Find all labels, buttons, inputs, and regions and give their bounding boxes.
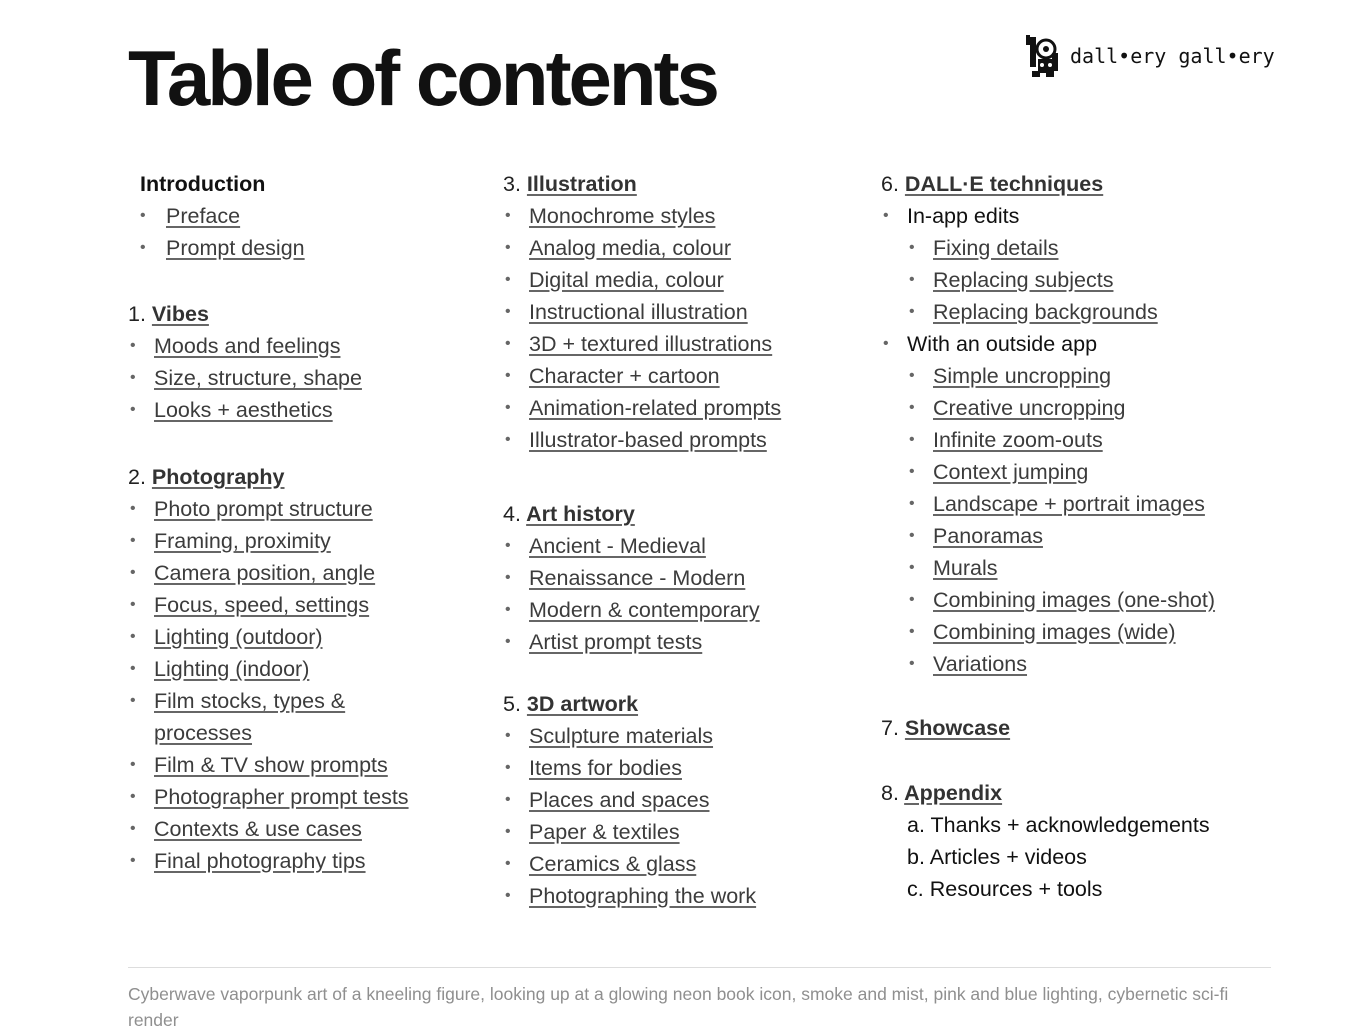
section-vibes	[128, 298, 488, 426]
toc-link[interactable]: Film & TV show prompts	[154, 753, 388, 777]
section-heading	[503, 168, 863, 200]
list-item	[881, 456, 1321, 488]
appendix-item: Articles + videos	[929, 845, 1087, 869]
list-item	[503, 784, 863, 816]
toc-link[interactable]: Creative uncropping	[933, 396, 1126, 420]
list-marker: b.	[907, 845, 925, 869]
list-item	[881, 296, 1321, 328]
toc-link[interactable]: Variations	[933, 652, 1028, 676]
list-item	[503, 880, 863, 912]
section-heading	[503, 498, 863, 530]
list-item	[881, 809, 1321, 841]
section-number: 4.	[503, 502, 521, 526]
list-item	[503, 562, 863, 594]
list-item	[128, 589, 488, 621]
section-heading	[881, 712, 1321, 744]
list-item	[503, 328, 863, 360]
section-heading	[881, 168, 1321, 200]
list-item	[503, 296, 863, 328]
toc-link[interactable]: Art history	[526, 502, 635, 526]
list-item	[128, 653, 488, 685]
toc-link[interactable]: Instructional illustration	[529, 300, 748, 324]
image-caption: Cyberwave vaporpunk art of a kneeling figure, looking up at a glowing neon book icon, smoke and mist, pink and blue lighting, cybernetic sci-fi render	[128, 984, 1229, 1030]
list-item	[503, 752, 863, 784]
toc-link[interactable]: Focus, speed, settings	[154, 593, 370, 617]
list-item	[503, 392, 863, 424]
list-item	[128, 813, 488, 845]
toc-link[interactable]: Illustration	[526, 172, 637, 196]
toc-link[interactable]: Fixing details	[933, 236, 1059, 260]
toc-link[interactable]: Illustrator-based prompts	[529, 428, 767, 452]
list-marker: a.	[907, 813, 925, 837]
list-item	[881, 392, 1321, 424]
toc-link[interactable]: Replacing subjects	[933, 268, 1114, 292]
section-heading	[128, 461, 488, 493]
list-item	[503, 264, 863, 296]
toc-link[interactable]: Simple uncropping	[933, 364, 1112, 388]
list-item	[128, 362, 488, 394]
toc-column-2	[503, 168, 863, 912]
list-item	[503, 424, 863, 456]
toc-column-1	[128, 168, 488, 877]
section-art-history	[503, 498, 863, 658]
toc-link[interactable]: 3D artwork	[526, 692, 639, 716]
toc-link[interactable]: Replacing backgrounds	[933, 300, 1158, 324]
toc-link[interactable]: Photography	[151, 465, 285, 489]
section-heading	[128, 298, 488, 330]
section-photography	[128, 461, 488, 877]
list-item	[128, 493, 488, 525]
toc-link[interactable]: Ceramics & glass	[529, 852, 697, 876]
list-item	[128, 394, 488, 426]
section-number: 1.	[128, 302, 146, 326]
list-item	[503, 848, 863, 880]
list-item	[881, 841, 1321, 873]
toc-link[interactable]: Photographer prompt tests	[154, 785, 409, 809]
toc-column-3	[881, 168, 1321, 905]
list-item	[128, 525, 488, 557]
list-marker: c.	[907, 877, 924, 901]
section-number: 7.	[881, 716, 899, 740]
list-item	[128, 232, 488, 264]
toc-link[interactable]: Analog media, colour	[529, 236, 731, 260]
toc-link[interactable]: Places and spaces	[529, 788, 710, 812]
list-item	[503, 360, 863, 392]
page-title: Table of contents	[128, 34, 717, 122]
toc-link[interactable]: Vibes	[151, 302, 209, 326]
toc-link[interactable]: Photographing the work	[529, 884, 757, 908]
toc-link[interactable]: Appendix	[904, 781, 1003, 805]
list-item	[881, 232, 1321, 264]
list-item	[881, 360, 1321, 392]
toc-link[interactable]: Size, structure, shape	[154, 366, 362, 390]
toc-link[interactable]: Lighting (indoor)	[154, 657, 310, 681]
list-item	[128, 330, 488, 362]
section-heading	[881, 777, 1321, 809]
logo-text: dall•ery gall•ery	[1070, 44, 1275, 68]
toc-link[interactable]: Contexts & use cases	[154, 817, 362, 841]
toc-link[interactable]: Paper & textiles	[529, 820, 680, 844]
toc-link[interactable]: Ancient - Medieval	[529, 534, 706, 558]
toc-link[interactable]: Prompt design	[166, 236, 305, 260]
list-item	[503, 530, 863, 562]
section-number: 2.	[128, 465, 146, 489]
list-item	[881, 648, 1321, 680]
toc-link[interactable]: Landscape + portrait images	[933, 492, 1205, 516]
toc-link[interactable]: Combining images (one-shot)	[933, 588, 1216, 612]
list-item	[128, 845, 488, 877]
list-item	[881, 488, 1321, 520]
list-item	[128, 685, 374, 749]
appendix-item: Resources + tools	[929, 877, 1103, 901]
toc-link[interactable]: Lighting (outdoor)	[154, 625, 323, 649]
section-number: 5.	[503, 692, 521, 716]
logo[interactable]	[1022, 33, 1275, 79]
toc-link[interactable]: Character + cartoon	[529, 364, 720, 388]
list-item	[881, 264, 1321, 296]
subsection-label: With an outside app	[907, 332, 1098, 356]
toc-link[interactable]: Sculpture materials	[529, 724, 714, 748]
section-number: 8.	[881, 781, 899, 805]
list-item	[503, 626, 863, 658]
toc-link[interactable]: Context jumping	[933, 460, 1089, 484]
section-dalle-techniques	[881, 168, 1321, 680]
list-item	[881, 552, 1321, 584]
toc-link[interactable]: Modern & contemporary	[529, 598, 760, 622]
subsection-label: In-app edits	[907, 204, 1020, 228]
list-item	[881, 616, 1321, 648]
list-item	[503, 200, 863, 232]
list-item	[503, 594, 863, 626]
section-introduction	[128, 168, 488, 264]
toc-link[interactable]: Murals	[933, 556, 998, 580]
toc-link[interactable]: Items for bodies	[529, 756, 682, 780]
list-item	[881, 200, 1321, 232]
toc-link[interactable]: Looks + aesthetics	[154, 398, 333, 422]
toc-link[interactable]: Moods and feelings	[154, 334, 341, 358]
appendix-item: Thanks + acknowledgements	[930, 813, 1210, 837]
section-number: 3.	[503, 172, 521, 196]
list-item	[128, 200, 488, 232]
section-showcase	[881, 712, 1321, 744]
toc-link[interactable]: Showcase	[904, 716, 1011, 740]
list-item	[881, 584, 1321, 616]
toc-link[interactable]: 3D + textured illustrations	[529, 332, 773, 356]
toc-link[interactable]: Renaissance - Modern	[529, 566, 746, 590]
section-heading: Introduction	[140, 172, 266, 196]
toc-link[interactable]: Panoramas	[933, 524, 1043, 548]
toc-link[interactable]: Digital media, colour	[529, 268, 724, 292]
list-item	[503, 720, 863, 752]
section-3d-artwork	[503, 688, 863, 912]
list-item	[128, 749, 488, 781]
section-heading	[503, 688, 863, 720]
toc-link[interactable]: Infinite zoom-outs	[933, 428, 1103, 452]
list-item	[881, 873, 1321, 905]
divider	[128, 967, 1271, 968]
toc-link[interactable]: Preface	[166, 204, 241, 228]
toc-link[interactable]: Camera position, angle	[154, 561, 376, 585]
toc-link[interactable]: Monochrome styles	[529, 204, 716, 228]
list-item	[881, 328, 1321, 360]
section-number: 6.	[881, 172, 899, 196]
toc-link[interactable]: Combining images (wide)	[933, 620, 1176, 644]
toc-link[interactable]: Photo prompt structure	[154, 497, 373, 521]
toc-link[interactable]: Film stocks, types & processes	[154, 689, 346, 745]
list-item	[128, 621, 488, 653]
toc-link[interactable]: Framing, proximity	[154, 529, 331, 553]
toc-link[interactable]: Artist prompt tests	[529, 630, 703, 654]
toc-link[interactable]: Final photography tips	[154, 849, 366, 873]
robot-icon	[1022, 33, 1064, 79]
section-appendix	[881, 777, 1321, 905]
list-item	[128, 781, 488, 813]
list-item	[881, 424, 1321, 456]
list-item	[881, 520, 1321, 552]
section-illustration	[503, 168, 863, 456]
list-item	[503, 816, 863, 848]
list-item	[128, 557, 488, 589]
toc-link[interactable]: DALL·E techniques	[904, 172, 1104, 196]
toc-link[interactable]: Animation-related prompts	[529, 396, 782, 420]
list-item	[503, 232, 863, 264]
